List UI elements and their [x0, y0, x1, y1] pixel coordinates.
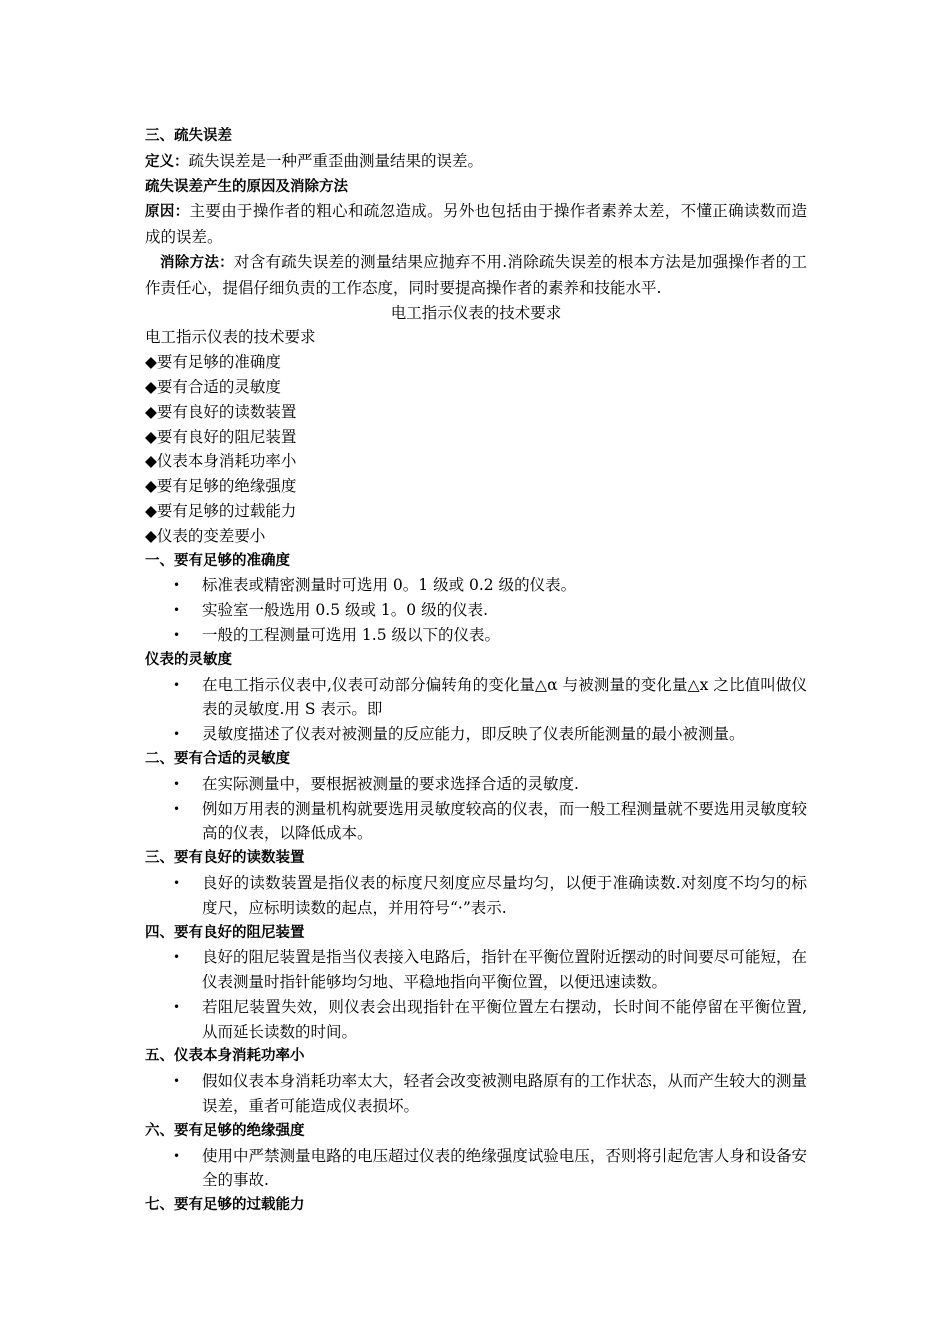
bullet-item: [145, 598, 807, 623]
bullet-text: 良好的阻尼装置是指当仪表接入电路后，指针在平衡位置附近摆动的时间要尽可能短，在仪表测量时指针能够均匀地、平稳地指向平衡位置，以便迅速读数。: [202, 948, 807, 992]
bullet-list: [145, 945, 807, 1044]
section-heading: 仪表的灵敏度: [145, 651, 232, 668]
method-paragraph: [145, 250, 807, 301]
method-label: 消除方法：: [160, 254, 234, 271]
reason-paragraph: [145, 199, 807, 250]
requirement-item: ◆要有足够的绝缘强度: [145, 477, 297, 496]
bullet-item: [145, 772, 807, 797]
bullet-dot-icon: •: [173, 627, 181, 642]
requirement-item: ◆仪表本身消耗功率小: [145, 452, 297, 471]
center-title: 电工指示仪表的技术要求: [390, 303, 562, 322]
requirement-item: ◆要有良好的读数装置: [145, 402, 297, 421]
requirements-title: 电工指示仪表的技术要求: [145, 328, 316, 347]
bullet-list: [145, 871, 807, 921]
bullet-item: [145, 1144, 807, 1194]
bullet-dot-icon: •: [173, 1074, 181, 1089]
requirement-item: ◆要有良好的阻尼装置: [145, 427, 297, 446]
bullet-item: [145, 573, 807, 598]
bullet-text: 标准表或精密测量时可选用 0。1 级或 0.2 级的仪表。: [202, 576, 577, 595]
bullet-dot-icon: •: [173, 950, 181, 965]
bullet-item: [145, 673, 807, 723]
bullet-dot-icon: •: [173, 603, 181, 618]
document-page: [145, 124, 807, 1218]
requirement-item: ◆要有足够的准确度: [145, 353, 281, 372]
section-heading: 二、要有合适的灵敏度: [145, 750, 290, 767]
bullet-dot-icon: •: [173, 801, 181, 816]
reason-text: 主要由于操作者的粗心和疏忽造成。另外也包括由于操作者素养太差，不懂正确读数而造成的误差。: [145, 202, 807, 247]
bullet-text: 假如仪表本身消耗功率太大，轻者会改变被测电路原有的工作状态，从而产生较大的测量误差，重者可能造成仪表损坏。: [202, 1072, 807, 1116]
reason-label: 原因：: [145, 204, 190, 221]
section-heading: 六、要有足够的绝缘强度: [145, 1122, 305, 1139]
requirements-list: [145, 350, 807, 548]
bullet-item: [145, 871, 807, 921]
bullet-item: [145, 945, 807, 995]
bullet-dot-icon: •: [173, 875, 181, 890]
bullet-list: [145, 1069, 807, 1119]
bullet-list: [145, 1144, 807, 1194]
bullet-text: 实验室一般选用 0.5 级或 1。0 级的仪表.: [202, 601, 489, 620]
section-heading-gross-error: 三、疏失误差: [145, 128, 232, 144]
requirement-item: ◆仪表的变差要小: [145, 526, 266, 545]
method-text: 对含有疏失误差的测量结果应抛弃不用.消除疏失误差的根本方法是加强操作者的工作责任心，提倡仔细负责的工作态度，同时要提高操作者的素养和技能水平.: [145, 252, 808, 297]
bullet-dot-icon: •: [173, 1148, 181, 1163]
bullet-item: [145, 722, 807, 747]
cause-heading: 疏失误差产生的原因及消除方法: [145, 178, 348, 195]
bullet-item: [145, 995, 807, 1045]
bullet-text: 灵敏度描述了仪表对被测量的反应能力，即反映了仪表所能测量的最小被测量。: [202, 725, 745, 744]
bullet-text: 例如万用表的测量机构就要选用灵敏度较高的仪表，而一般工程测量就不要选用灵敏度较高的仪表，以降低成本。: [202, 799, 807, 843]
definition-text: 疏失误差是一种严重歪曲测量结果的误差。: [188, 151, 484, 170]
bullet-list: [145, 573, 807, 647]
section-heading: 一、要有足够的准确度: [145, 552, 290, 569]
section-heading: 五、仪表本身消耗功率小: [145, 1048, 305, 1065]
bullet-list: [145, 673, 807, 747]
bullet-text: 在实际测量中，要根据被测量的要求选择合适的灵敏度.: [202, 774, 579, 793]
bullet-text: 在电工指示仪表中,仪表可动部分偏转角的变化量△α 与被测量的变化量△x 之比值叫做仪表的灵敏度.用 S 表示。即: [202, 675, 807, 719]
section-heading: 四、要有良好的阻尼装置: [145, 924, 305, 941]
bullet-item: [145, 623, 807, 648]
definition-label: 定义：: [145, 153, 189, 170]
requirement-item: ◆要有足够的过载能力: [145, 501, 297, 520]
bullet-list: [145, 772, 807, 846]
sections-container: [145, 549, 807, 1219]
bullet-dot-icon: •: [173, 776, 181, 791]
bullet-text: 使用中严禁测量电路的电压超过仪表的绝缘强度试验电压，否则将引起危害人身和设备安全的事故.: [202, 1146, 807, 1190]
definition-paragraph: [145, 149, 807, 175]
bullet-dot-icon: •: [173, 677, 181, 692]
section-heading: 七、要有足够的过载能力: [145, 1197, 305, 1214]
bullet-dot-icon: •: [173, 578, 181, 593]
requirement-item: ◆要有合适的灵敏度: [145, 377, 281, 396]
section-heading: 三、要有良好的读数装置: [145, 850, 305, 867]
bullet-text: 良好的读数装置是指仪表的标度尺刻度应尽量均匀，以便于准确读数.对刻度不均匀的标度尺，应标明读数的起点，并用符号“·”表示.: [202, 873, 807, 917]
bullet-text: 一般的工程测量可选用 1.5 级以下的仪表。: [202, 625, 501, 644]
bullet-dot-icon: •: [173, 999, 181, 1014]
bullet-dot-icon: •: [173, 727, 181, 742]
bullet-text: 若阻尼装置失效，则仪表会出现指针在平衡位置左右摆动，长时间不能停留在平衡位置,从而延长读数的时间。: [202, 997, 807, 1041]
bullet-item: [145, 797, 807, 847]
bullet-item: [145, 1069, 807, 1119]
